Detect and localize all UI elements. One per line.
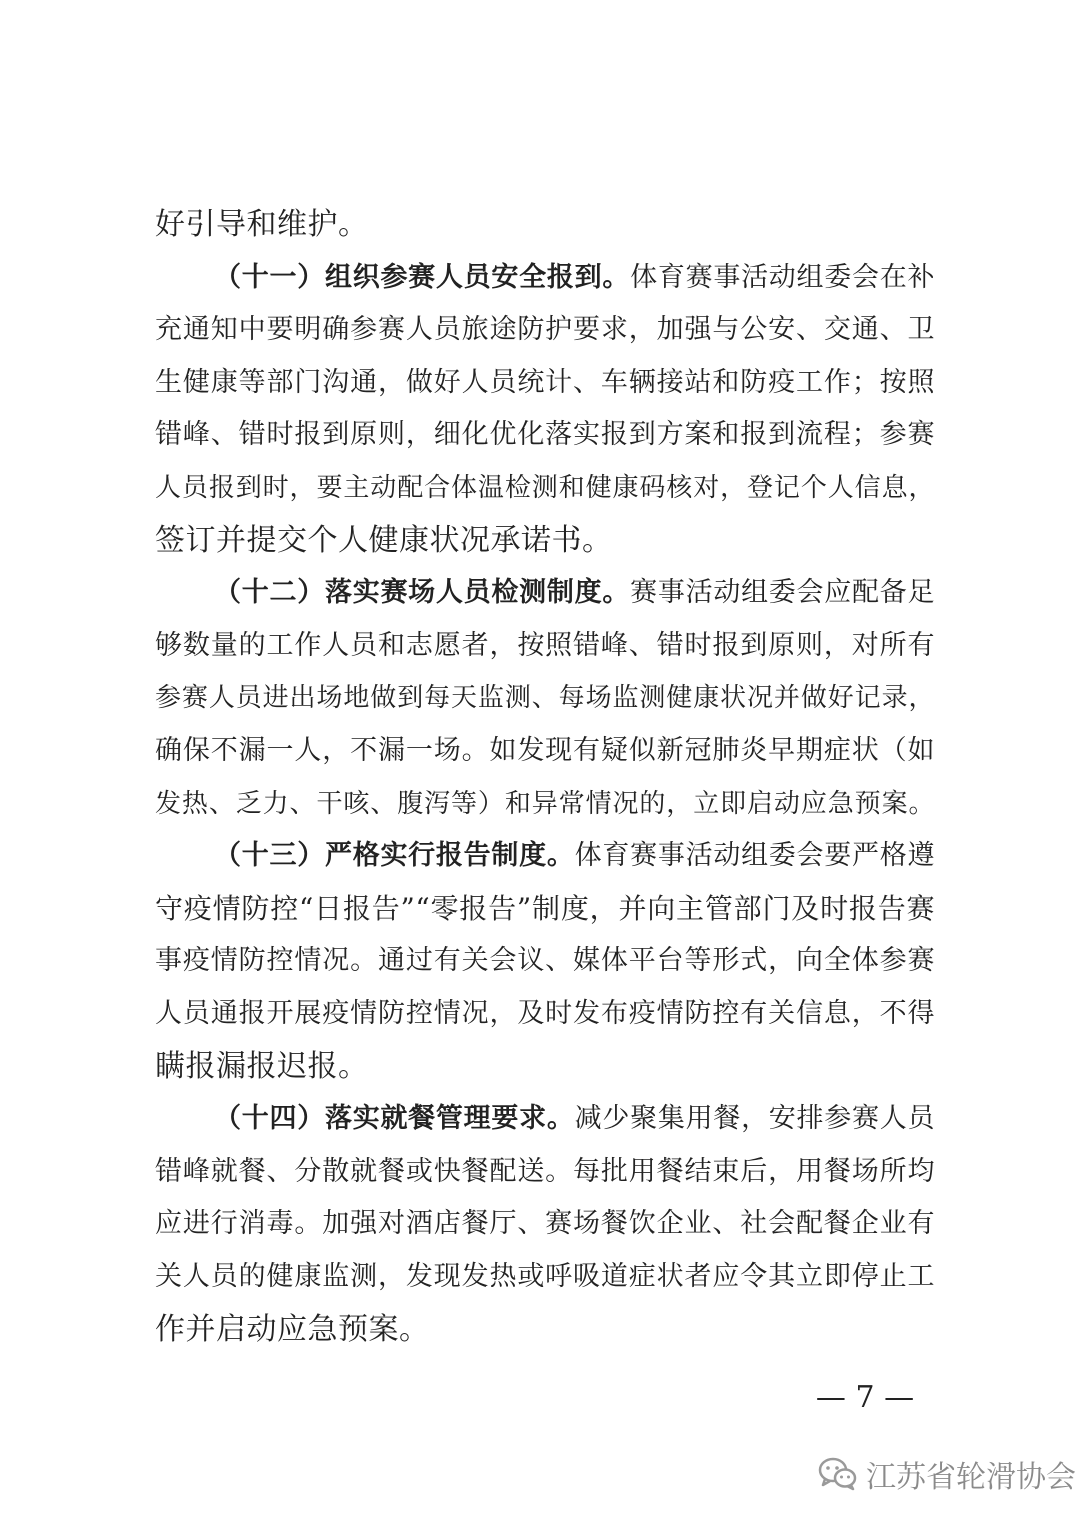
text-line — [155, 1204, 935, 1244]
line-text: 瞒报漏报迟报。 — [155, 1048, 369, 1084]
line-text: 确保不漏一人，不漏一场。如发现有疑似新冠肺炎早期症状（如 — [155, 735, 935, 766]
text-line — [155, 941, 935, 981]
line-text: 人员通报开展疫情防控情况，及时发布疫情防控有关信息，不得 — [155, 998, 935, 1029]
line-text: 充通知中要明确参赛人员旅途防护要求，加强与公安、交通、卫 — [155, 314, 935, 346]
line-text: 签订并提交个人健康状况承诺书。 — [155, 522, 613, 558]
line-text: 应进行消毒。加强对酒店餐厅、赛场餐饮企业、社会配餐企业有 — [155, 1208, 935, 1240]
text-line — [214, 573, 935, 613]
line-text: 体育赛事活动组委会在补 — [630, 261, 935, 293]
text-line — [155, 1310, 935, 1350]
text-line — [155, 994, 935, 1034]
line-text: 事疫情防控情况。通过有关会议、媒体平台等形式，向全体参赛 — [155, 945, 935, 977]
text-line — [155, 1152, 935, 1192]
section-heading: （十二）落实赛场人员检测制度。 — [214, 577, 631, 609]
text-line — [155, 626, 935, 666]
text-line — [155, 363, 935, 403]
text-line — [155, 1257, 935, 1297]
line-text: 赛事活动组委会应配备足 — [630, 577, 935, 609]
line-text: 体育赛事活动组委会要严格遵 — [574, 840, 935, 872]
text-line — [214, 836, 935, 876]
text-line — [155, 731, 935, 771]
line-text: 好引导和维护。 — [155, 207, 369, 242]
section-heading: （十三）严格实行报告制度。 — [214, 840, 575, 872]
page-number: — 7 — — [815, 1380, 915, 1415]
line-text: 减少聚集用餐，安排参赛人员 — [574, 1103, 935, 1135]
line-text: 作并启动应急预案。 — [155, 1311, 430, 1347]
text-line — [155, 784, 935, 824]
line-text: 参赛人员进出场地做到每天监测、每场监测健康状况并做好记录， — [155, 683, 935, 714]
text-line — [214, 258, 935, 298]
text-line — [214, 1099, 935, 1139]
text-line — [155, 415, 935, 455]
line-text: 够数量的工作人员和志愿者，按照错峰、错时报到原则，对所有 — [155, 629, 935, 661]
watermark-text: 江苏省轮滑协会 — [866, 1460, 1076, 1495]
wechat-icon — [818, 1457, 858, 1491]
text-line — [155, 205, 935, 245]
line-text: 关人员的健康监测，发现发热或呼吸道症状者应令其立即停止工 — [155, 1261, 935, 1292]
line-text: 发热、乏力、干咳、腹泻等）和异常情况的，立即启动应急预案。 — [155, 788, 935, 819]
line-text: 错峰就餐、分散就餐或快餐配送。每批用餐结束后，用餐场所均 — [155, 1155, 935, 1187]
line-text: 生健康等部门沟通，做好人员统计、车辆接站和防疫工作；按照 — [155, 366, 935, 398]
text-line — [155, 1047, 935, 1087]
watermark — [818, 1452, 1076, 1496]
text-line — [155, 889, 935, 929]
text-line — [155, 310, 935, 350]
text-line — [155, 468, 935, 508]
text-line — [155, 521, 935, 561]
line-text: 人员报到时，要主动配合体温检测和健康码核对，登记个人信息， — [155, 473, 935, 503]
section-heading: （十一）组织参赛人员安全报到。 — [214, 261, 631, 293]
line-text: 错峰、错时报到原则，细化优化落实报到方案和报到流程；参赛 — [155, 419, 935, 451]
text-line — [155, 678, 935, 718]
line-text: 守疫情防控“日报告”“零报告”制度，并向主管部门及时报告赛 — [155, 891, 935, 925]
section-heading: （十四）落实就餐管理要求。 — [214, 1103, 575, 1135]
